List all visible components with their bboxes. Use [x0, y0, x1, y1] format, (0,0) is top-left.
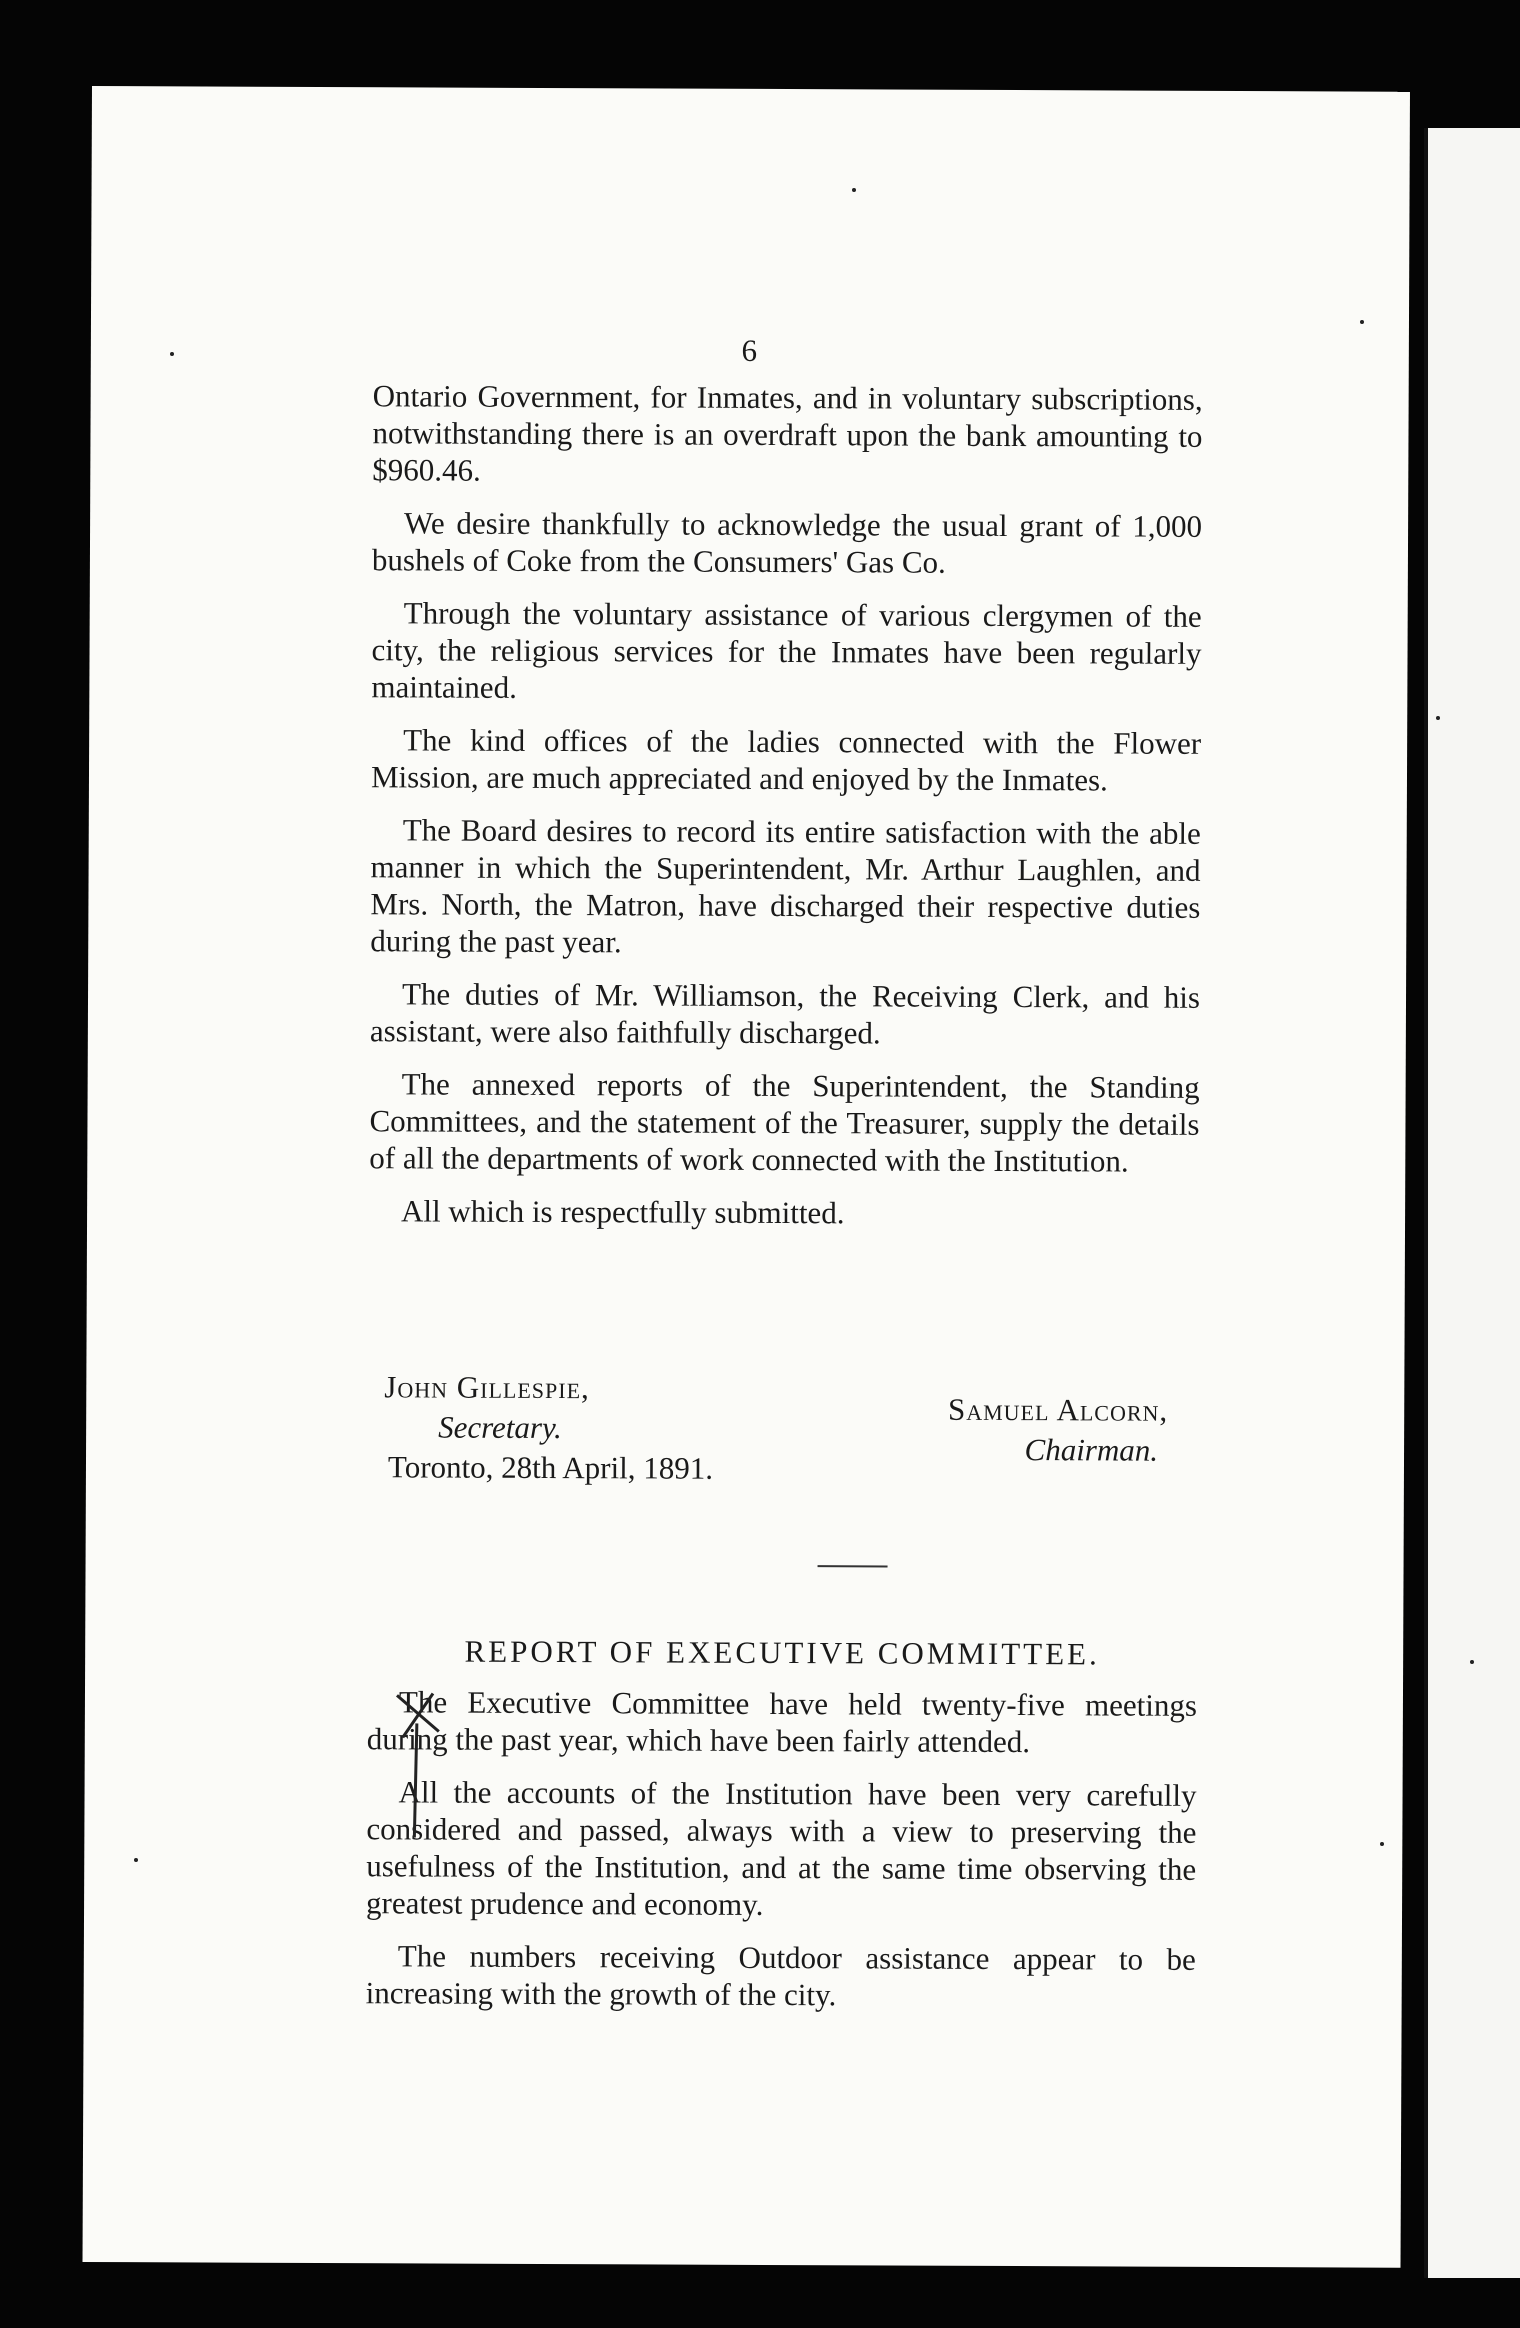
paragraph: The duties of Mr. Williamson, the Receiving Clerk, and his assistant, were also faithfully discharged.	[369, 976, 1201, 1051]
section-divider	[818, 1565, 888, 1567]
section-heading: REPORT OF EXECUTIVE COMMITTEE.	[464, 1633, 1100, 1672]
secretary-title: Secretary.	[438, 1409, 562, 1446]
paragraph: The Executive Committee have held twenty-five meetings during the past year, which have been fairly attended.	[366, 1684, 1198, 1760]
paragraph: All which is respectfully submitted.	[401, 1193, 845, 1231]
chairman-name: Samuel Alcorn,	[947, 1391, 1169, 1428]
chairman-title: Chairman.	[1024, 1432, 1159, 1468]
handwritten-mark	[392, 1687, 453, 1847]
adjacent-page-edge	[1424, 128, 1520, 2278]
page-number: 6	[741, 332, 759, 368]
paragraph: The Board desires to record its entire satisfaction with the able manner in which the Superintendent, Mr. Arthur Laughlen, and Mrs. North, the Matron, have discharged their respective duties during the past year.	[370, 812, 1201, 960]
signature-block	[368, 1369, 1199, 1513]
paragraph: The numbers receiving Outdoor assistance appear to be increasing with the growth of the city.	[365, 1938, 1196, 2013]
document-page	[83, 86, 1410, 2268]
paragraph: The annexed reports of the Superintendent, the Standing Committees, and the statement of the Treasurer, supply the details of all the departments of work connected with the Institution.	[369, 1066, 1200, 1179]
paragraph: Through the voluntary assistance of various clergymen of the city, the religious services for the Inmates have been regularly maintained.	[371, 595, 1202, 705]
section-body	[366, 1683, 1197, 2031]
secretary-name: John Gillespie,	[384, 1369, 590, 1406]
report-body	[369, 377, 1203, 1249]
signature-date: Toronto, 28th April, 1891.	[387, 1449, 714, 1486]
paragraph: We desire thankfully to acknowledge the usual grant of 1,000 bushels of Coke from the Consumers' Gas Co.	[371, 505, 1203, 580]
paragraph: Ontario Government, for Inmates, and in voluntary subscriptions, notwithstanding there is an overdraft upon the bank amounting to $960.46.	[372, 378, 1203, 488]
paragraph: The kind offices of the ladies connected with the Flower Mission, are much appreciated and enjoyed by the Inmates.	[370, 722, 1202, 798]
paragraph: All the accounts of the Institution have been very carefully considered and passed, always with a view to preserving the usefulness of the Institution, and at the same time observing the greatest prudence and economy.	[365, 1774, 1197, 1922]
